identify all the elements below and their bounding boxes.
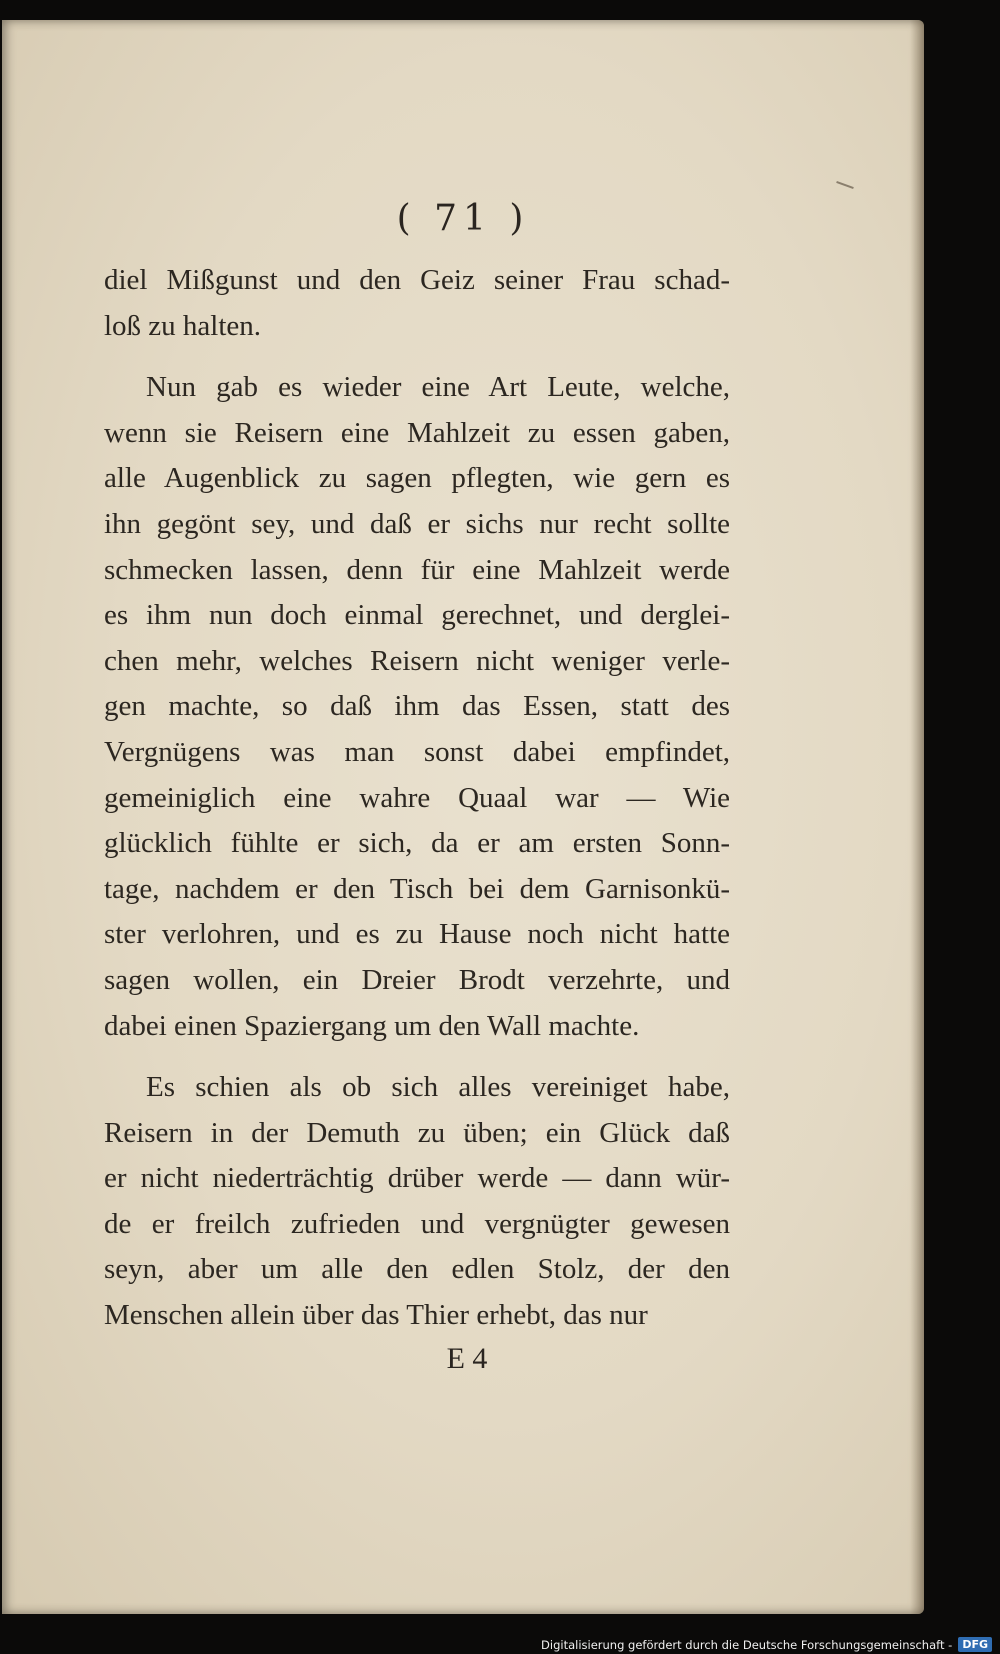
text-line: seyn, aber um alle den edlen Stolz, der den (104, 1253, 730, 1286)
book-page (2, 20, 924, 1614)
text-line: sagen wollen, ein Dreier Brodt verzehrte, und (104, 963, 730, 996)
text-line: Vergnügens was man sonst dabei empfindet, (104, 735, 730, 768)
text-line: er nicht niederträchtig drüber werde — dann wür- (104, 1162, 730, 1195)
text-line: diel Mißgunst und den Geiz seiner Frau schad- (104, 264, 730, 296)
text-line: gen machte, so daß ihm das Essen, statt des (104, 690, 730, 723)
text-line: de er freilch zufrieden und vergnügter gewesen (104, 1207, 730, 1240)
text-line: es ihm nun doch einmal gerechnet, und derglei- (104, 599, 730, 632)
text-line: Menschen allein über das Thier erhebt, das nur (104, 1299, 648, 1332)
text-line: Reisern in der Demuth zu üben; ein Glück daß (104, 1116, 730, 1149)
text-line: tage, nachdem er den Tisch bei dem Garnisonkü- (104, 872, 730, 905)
text-line: alle Augenblick zu sagen pflegten, wie gern es (104, 462, 730, 495)
paragraph (104, 365, 730, 1049)
text-line: ster verlohren, und es zu Hause noch nicht hatte (104, 918, 730, 951)
page-number-header: ( 71 ) (396, 198, 530, 239)
paragraph-gap (104, 349, 730, 365)
text-line: Nun gab es wieder eine Art Leute, welche, (146, 371, 730, 404)
text-line: gemeiniglich eine wahre Quaal war — Wie (104, 781, 730, 814)
paragraph (104, 258, 730, 349)
body-text (104, 258, 730, 1339)
dfg-logo-icon: DFG (958, 1637, 992, 1652)
printer-signature: E 4 (446, 1342, 488, 1375)
text-line: wenn sie Reisern eine Mahlzeit zu essen gaben, (104, 416, 730, 449)
paper-mark (836, 181, 854, 189)
text-line: chen mehr, welches Reisern nicht weniger verle- (104, 644, 730, 677)
text-line: dabei einen Spaziergang um den Wall machte. (104, 1009, 640, 1042)
text-line: Es schien als ob sich alles vereiniget habe, (146, 1071, 730, 1104)
paragraph-gap (104, 1049, 730, 1065)
text-line: schmecken lassen, denn für eine Mahlzeit werde (104, 553, 730, 586)
paragraph (104, 1065, 730, 1339)
digitization-credit (541, 1637, 992, 1652)
text-line: glücklich fühlte er sich, da er am ersten Sonn- (104, 827, 730, 860)
credit-text: Digitalisierung gefördert durch die Deutsche Forschungsgemeinschaft - (541, 1637, 953, 1652)
text-line: loß zu halten. (104, 309, 262, 342)
text-line: ihn gegönt sey, und daß er sichs nur recht sollte (104, 507, 730, 540)
